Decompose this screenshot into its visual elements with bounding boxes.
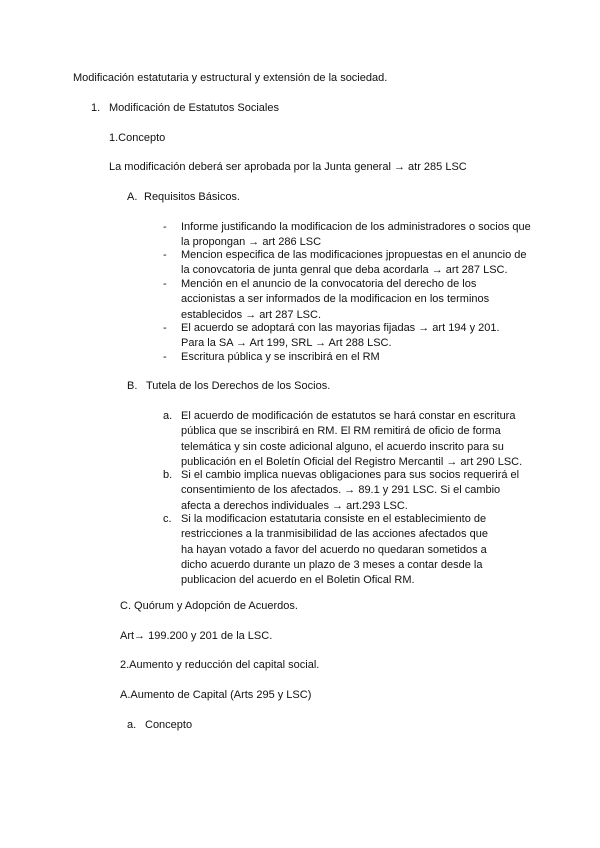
requisito-item: El acuerdo se adoptará con las mayorias fijadas → art 194 y 201. Para la SA → Art 199, SRL → Art 288 LSC. xyxy=(181,322,500,350)
tutela-item-marker: c. xyxy=(163,513,172,525)
requisito-item: Informe justificando la modificacion de los administradores o socios que la propongan → art 286 LSC xyxy=(181,221,531,249)
section-2-title: 2.Aumento y reducción del capital social. xyxy=(120,659,320,671)
tutela-item-marker: a. xyxy=(163,410,173,422)
bullet-marker: - xyxy=(163,322,167,334)
tutela-item: Si la modificacion estatutaria consiste en el establecimiento de restricciones a la tranmisibilidad de las acciones afectados que ha hayan votado a favor del acuerdo no quedaran sometidos a dicho acuerdo durante un plazo de 3 meses a contar desde la publicacion del acuerdo en el Boletin Ofical RM. xyxy=(181,513,488,587)
tutela-title: Tutela de los Derechos de los Socios. xyxy=(146,380,331,392)
quorum-title: C. Quórum y Adopción de Acuerdos. xyxy=(120,600,298,612)
section-1-title: Modificación de Estatutos Sociales xyxy=(109,102,279,114)
tutela-item: Si el cambio implica nuevas obligaciones para sus socios requerirá el consentimiento de los afectados. → 89.1 y 291 LSC. Si el cambio afecta a derechos individuales → art.293 LSC. xyxy=(181,469,520,512)
tutela-item: El acuerdo de modificación de estatutos se hará constar en escritura pública que se inscribirá en RM. El RM remitirá de oficio de forma telemática y sin coste adicional alguno, el acuerdo inscrito para su publicación en el Boletín Oficial del Registro Mercantil → art 290 LSC. xyxy=(181,410,523,468)
bullet-marker: - xyxy=(163,351,167,363)
concepto-title: 1.Concepto xyxy=(109,132,166,144)
section-1-marker: 1. xyxy=(91,102,101,114)
bullet-marker: - xyxy=(163,221,167,233)
document-heading: Modificación estatutaria y estructural y extensión de la sociedad. xyxy=(73,72,388,84)
requisito-item: Escritura pública y se inscribirá en el RM xyxy=(181,351,380,363)
tutela-item-marker: b. xyxy=(163,469,173,481)
tutela-marker: B. xyxy=(127,380,138,392)
concepto-sub-marker: a. xyxy=(127,719,137,731)
concepto-text: La modificación deberá ser aprobada por la Junta general → atr 285 LSC xyxy=(109,161,467,173)
bullet-marker: - xyxy=(163,249,167,261)
concepto-sub-title: Concepto xyxy=(145,719,193,731)
bullet-marker: - xyxy=(163,278,167,290)
section-2-sub-a: A.Aumento de Capital (Arts 295 y LSC) xyxy=(120,689,312,701)
requisitos-marker: A. xyxy=(127,191,138,203)
requisitos-title: Requisitos Básicos. xyxy=(144,191,240,203)
requisito-item: Mención en el anuncio de la convocatoria del derecho de los accionistas a ser informados de la modificacion en los terminos establecidos → art 287 LSC. xyxy=(181,278,490,321)
quorum-text: Art→ 199.200 y 201 de la LSC. xyxy=(120,630,273,642)
requisito-item: Mencion especifica de las modificaciones jpropuestas en el anuncio de la conovcatoria de junta genral que deba acordarla → art 287 LSC. xyxy=(181,249,527,277)
